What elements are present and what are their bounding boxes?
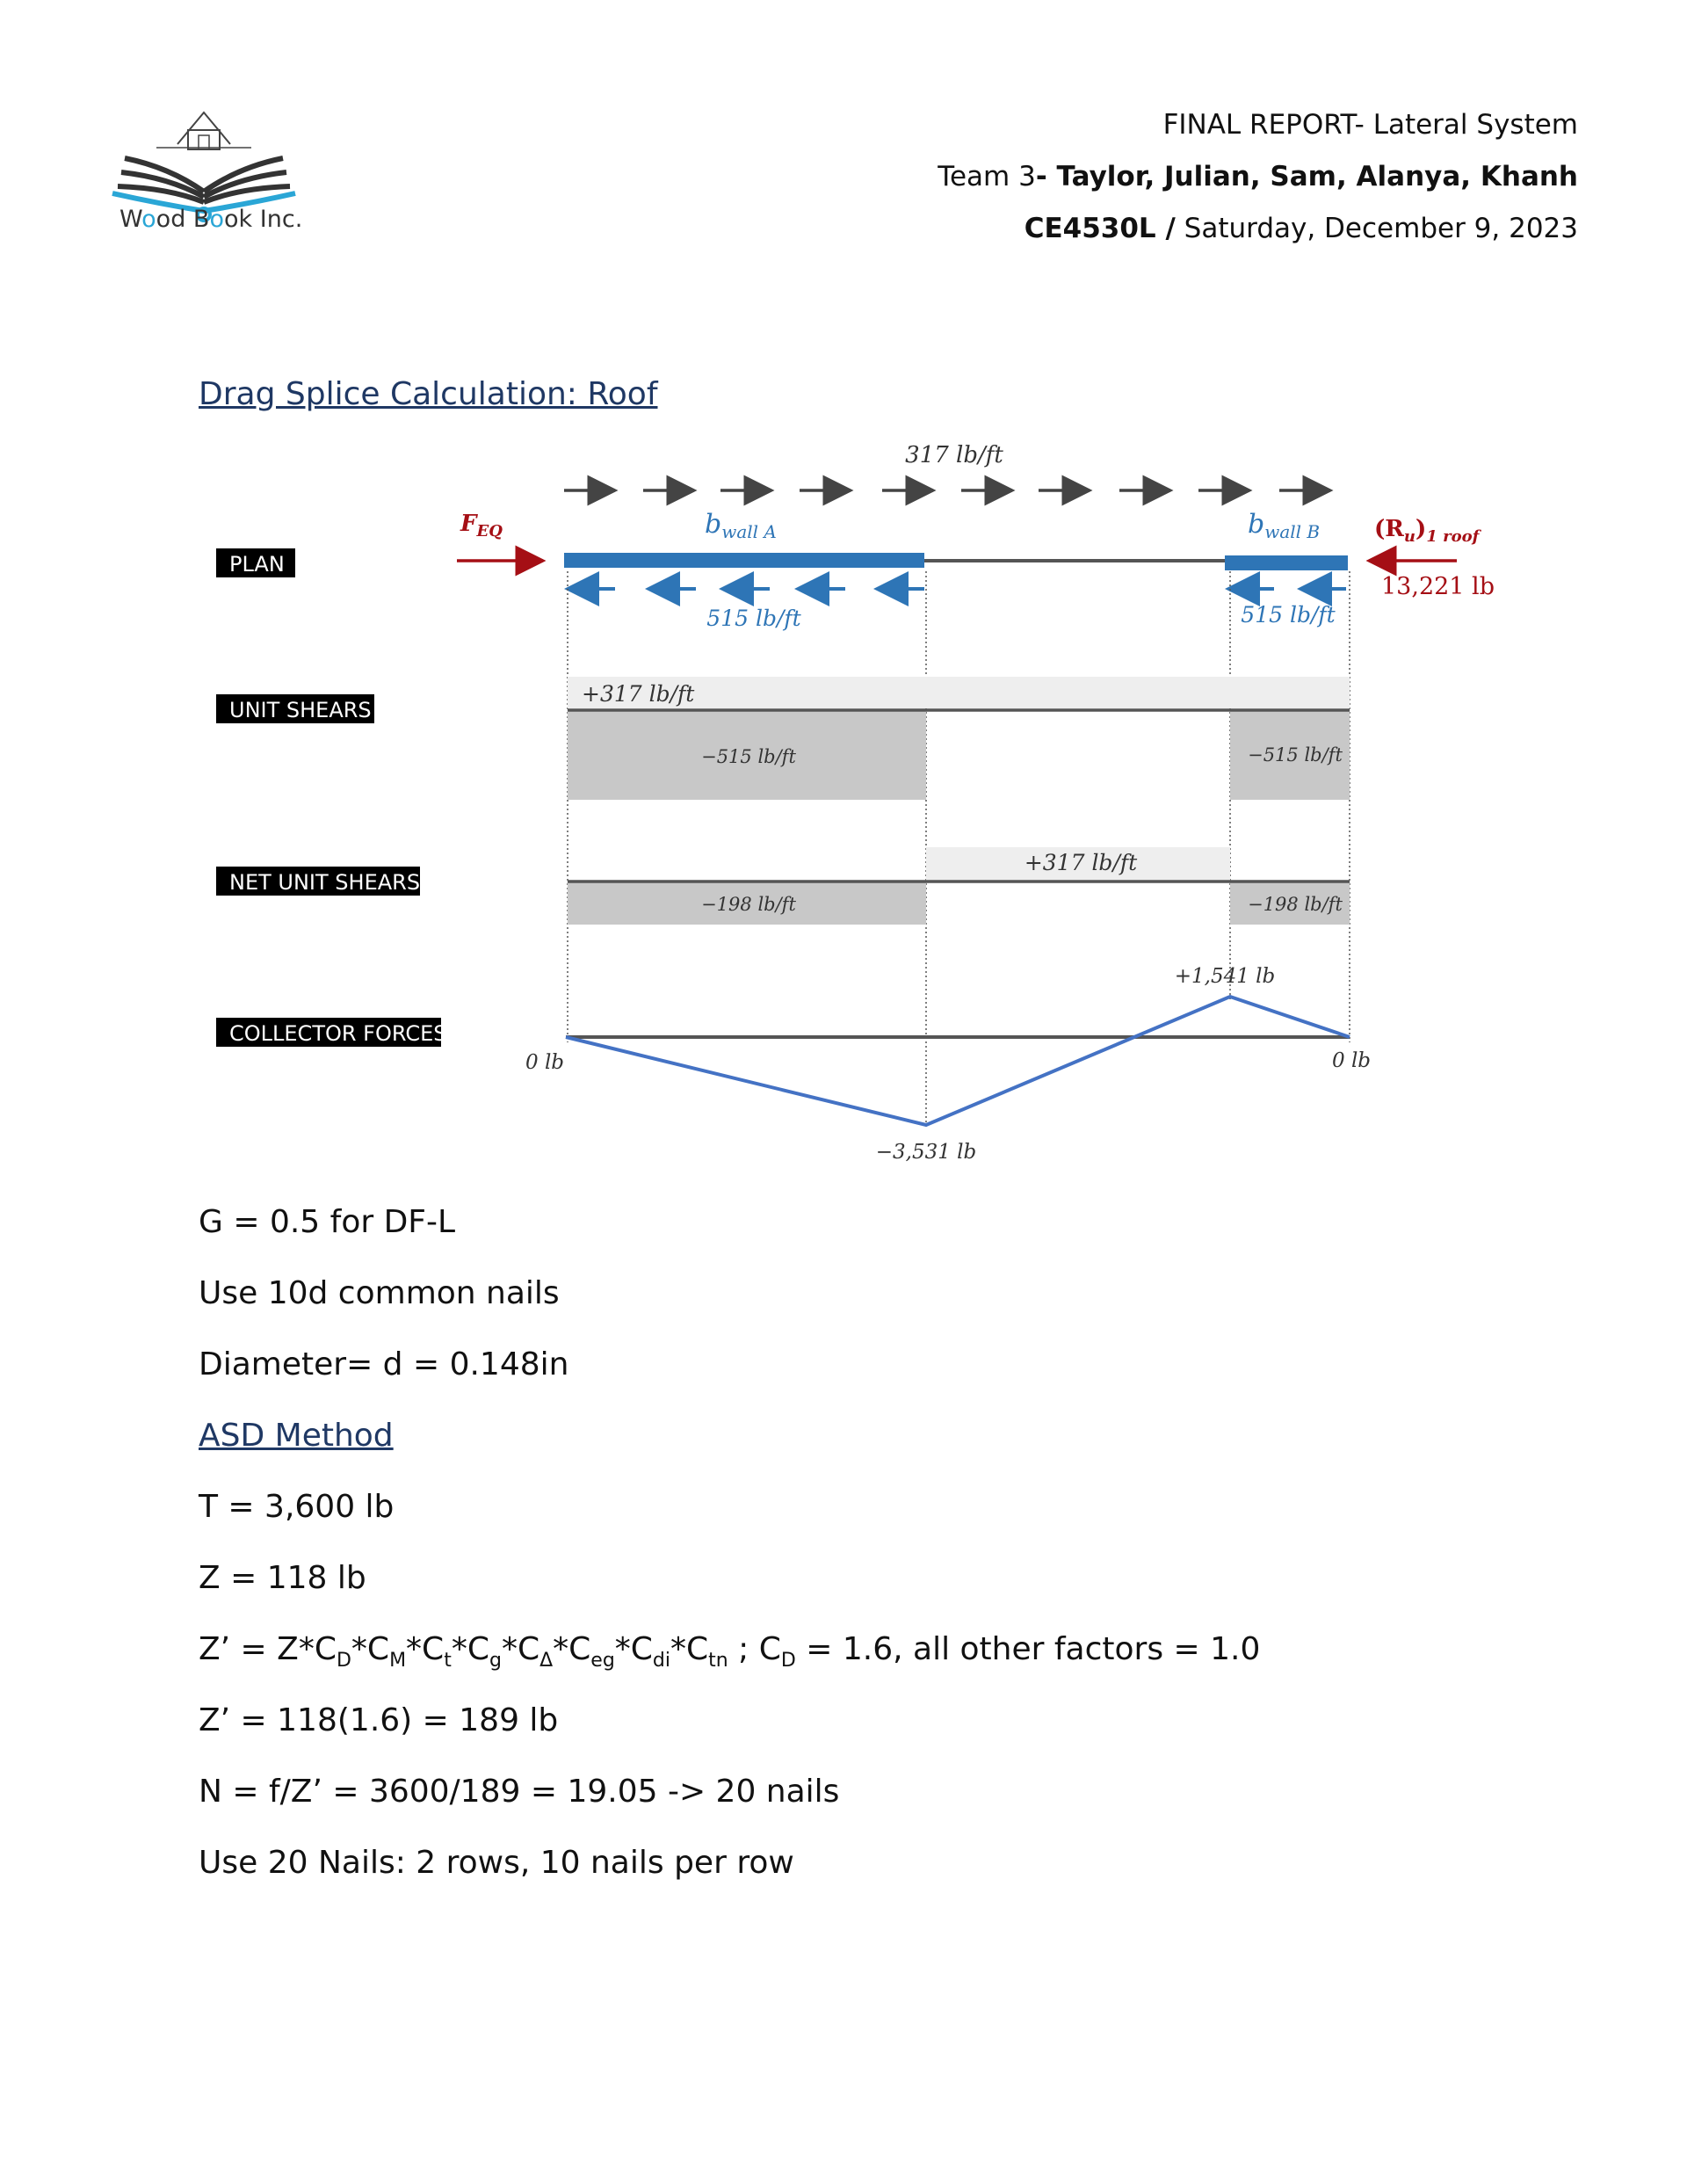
load-label: 317 lb/ft — [905, 442, 1003, 468]
net-neg-a: −198 lb/ft — [701, 894, 796, 915]
collector-right-value: 0 lb — [1332, 1049, 1372, 1072]
zprime-equation: Z’ = $Z*C_D*C_M*C_t*C_g*C_\Delta*C_{eg}*C_{di}*C_{tn}$ ; $C_D = 1.6$, all other factors = 1.0 — [199, 1631, 1261, 1672]
z-line: Z = 118 lb — [199, 1560, 366, 1596]
wall-a — [564, 553, 924, 568]
use-nails-line: Use 20 Nails: 2 rows, 10 nails per row — [199, 1845, 794, 1881]
net-pos: +317 lb/ft — [1024, 850, 1138, 875]
wall-b-label: $b_{wall B}$ — [1248, 509, 1321, 542]
report-title: FINAL REPORT- Lateral System — [1162, 109, 1578, 141]
net-neg-b: −198 lb/ft — [1248, 894, 1343, 915]
course-date-line — [1025, 213, 1578, 244]
report-date: Saturday, December 9, 2023 — [1175, 213, 1578, 244]
plan-label: PLAN — [229, 552, 285, 577]
unit-shear-neg-b: −515 lb/ft — [1248, 744, 1343, 765]
collector-max-value: +1,541 lb — [1174, 965, 1276, 988]
unit-shear-pos: +317 lb/ft — [582, 681, 695, 707]
asd-method-title: ASD Method — [199, 1418, 394, 1454]
team-prefix: Team 3 — [938, 161, 1036, 192]
section-title: Drag Splice Calculation: Roof — [199, 376, 658, 412]
ru-value: 13,221 lb — [1381, 573, 1495, 600]
g-line: G = 0.5 for DF-L — [199, 1204, 456, 1240]
unit-shear-neg-a: −515 lb/ft — [701, 746, 796, 767]
collector-forces-label: COLLECTOR FORCES — [229, 1021, 447, 1046]
team-members: - Taylor, Julian, Sam, Alanya, Khanh — [1035, 161, 1578, 192]
wall-a-shear: 515 lb/ft — [706, 606, 801, 631]
diameter-line: Diameter= d = 0.148in — [199, 1346, 569, 1382]
company-name: Wood Book Inc. — [119, 206, 303, 233]
zprime-value-line: Z’ = 118(1.6) = 189 lb — [199, 1702, 559, 1738]
course-code: CE4530L / — [1024, 213, 1176, 244]
collector-min-value: −3,531 lb — [875, 1141, 977, 1164]
collector-force-line — [566, 997, 1350, 1125]
drag-splice-diagram — [0, 422, 1687, 1178]
feq-label: $F_{EQ}$ — [460, 511, 503, 541]
n-line: N = f/Z’ = 3600/189 = 19.05 -> 20 nails — [199, 1774, 840, 1810]
t-line: T = 3,600 lb — [199, 1489, 395, 1525]
nails-line: Use 10d common nails — [199, 1275, 560, 1311]
net-unit-shears-label: NET UNIT SHEARS — [229, 870, 421, 895]
team-line — [938, 161, 1578, 192]
wall-a-label: $b_{wall A}$ — [705, 509, 777, 542]
wall-b — [1225, 555, 1348, 570]
wall-b-shear: 515 lb/ft — [1241, 602, 1336, 628]
collector-left-value: 0 lb — [525, 1051, 565, 1074]
unit-shears-label: UNIT SHEARS — [229, 698, 372, 722]
ru-label: $(R_u)_{1 roof}$ — [1374, 516, 1480, 546]
